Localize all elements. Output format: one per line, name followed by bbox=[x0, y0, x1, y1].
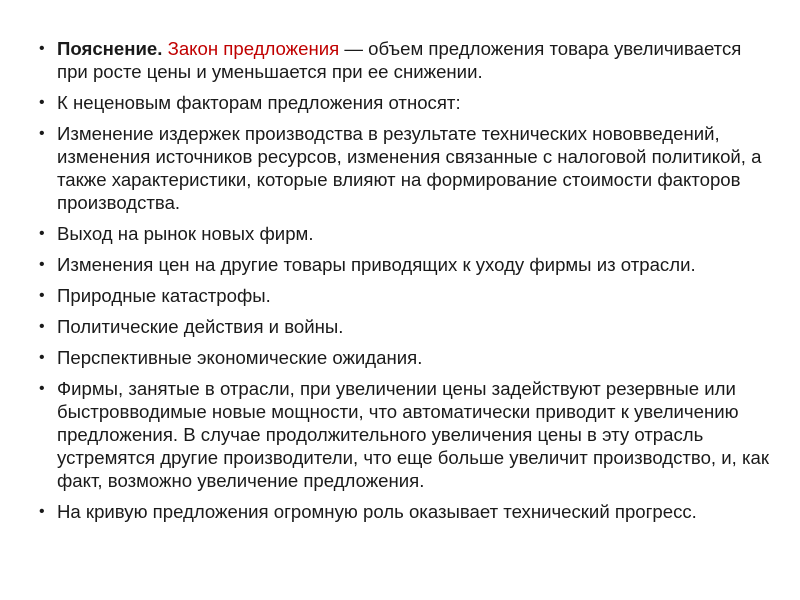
bullet-item-expectations: • Перспективные экономические ожидания. bbox=[34, 346, 774, 369]
explanation-label: Пояснение. bbox=[57, 38, 163, 59]
bullet-item-natural-disasters: • Природные катастрофы. bbox=[34, 284, 774, 307]
bullet-item-production-costs: • Изменение издержек производства в результате технических нововведений, изменения источников ресурсов, изменения связанные с налоговой политикой, а также характеристики, которые влияют на формирование стоимости факторов производства. bbox=[34, 122, 774, 214]
law-of-supply-definition: — объем предложения товара увеличивается при росте цены и уменьшается при ее снижении. bbox=[57, 38, 742, 82]
bullet-item-other-goods-prices: • Изменения цен на другие товары приводящих к уходу фирмы из отрасли. bbox=[34, 253, 774, 276]
bullet-list bbox=[34, 37, 774, 531]
bullet-item-nonprice-intro: • К неценовым факторам предложения относят: bbox=[34, 91, 774, 114]
law-of-supply-term: Закон предложения bbox=[167, 38, 340, 59]
bullet-item-tech-progress: • На кривую предложения огромную роль оказывает технический прогресс. bbox=[34, 500, 774, 523]
bullet-item-politics-wars: • Политические действия и войны. bbox=[34, 315, 774, 338]
bullet-item-firms-capacity: • Фирмы, занятые в отрасли, при увеличении цены задействуют резервные или быстровводимые новые мощности, что автоматически приводит к увеличению предложения. В случае продолжительного увеличения цены в эту отрасль устремятся другие производители, что еще больше увеличит производство, и, как факт, возможно увеличение предложения. bbox=[34, 377, 774, 492]
bullet-item-explanation bbox=[34, 37, 774, 83]
bullet-item-new-firms: • Выход на рынок новых фирм. bbox=[34, 222, 774, 245]
